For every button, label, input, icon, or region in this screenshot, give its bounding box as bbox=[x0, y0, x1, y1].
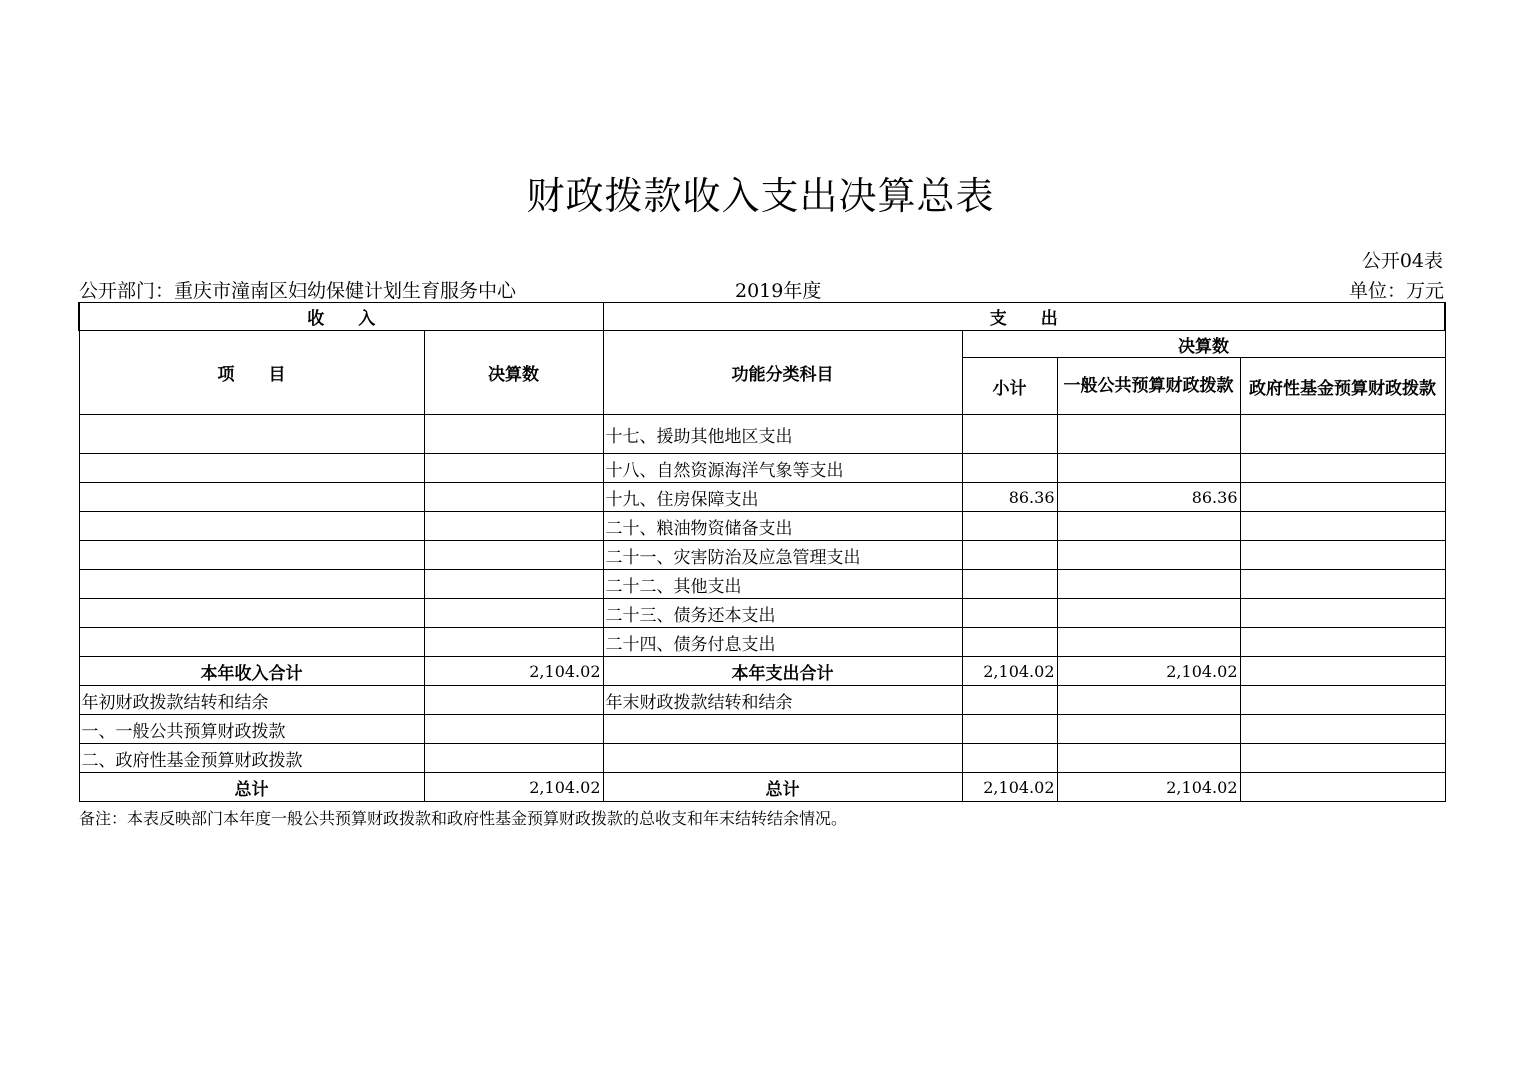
fund-cell bbox=[1240, 570, 1445, 599]
grand-income-total-label: 总计 bbox=[79, 773, 424, 802]
table-row bbox=[79, 599, 1445, 628]
year-total-row bbox=[79, 657, 1445, 686]
expense-item-cell: 十八、自然资源海洋气象等支出 bbox=[603, 454, 962, 483]
grand-total-row bbox=[79, 773, 1445, 802]
subtotal-cell bbox=[962, 415, 1057, 454]
meta-line bbox=[79, 276, 1444, 302]
general-budget-header: 一般公共预算财政拨款 bbox=[1057, 358, 1240, 415]
income-item-cell bbox=[79, 512, 424, 541]
subtotal-cell bbox=[962, 686, 1057, 715]
general-cell bbox=[1057, 541, 1240, 570]
income-header: 收 入 bbox=[79, 303, 603, 331]
budget-table bbox=[78, 302, 1446, 802]
income-amount-cell bbox=[424, 483, 603, 512]
general-cell bbox=[1057, 628, 1240, 657]
expense-item-cell: 十七、援助其他地区支出 bbox=[603, 415, 962, 454]
subtotal-cell bbox=[962, 744, 1057, 773]
subtotal-cell bbox=[962, 599, 1057, 628]
fund-cell bbox=[1240, 483, 1445, 512]
subtotal-cell: 86.36 bbox=[962, 483, 1057, 512]
general-cell bbox=[1057, 715, 1240, 744]
footnote: 备注：本表反映部门本年度一般公共预算财政拨款和政府性基金预算财政拨款的总收支和年末结转结余情况。 bbox=[79, 809, 848, 828]
fund-cell bbox=[1240, 541, 1445, 570]
form-code: 公开04表 bbox=[1361, 250, 1443, 272]
fund-cell bbox=[1240, 628, 1445, 657]
year-expense-total-label: 本年支出合计 bbox=[603, 657, 962, 686]
gov-fund-header: 政府性基金预算财政拨款 bbox=[1240, 358, 1445, 415]
general-cell bbox=[1057, 512, 1240, 541]
income-item-cell: 年初财政拨款结转和结余 bbox=[79, 686, 424, 715]
expense-item-cell bbox=[603, 715, 962, 744]
expense-item-cell bbox=[603, 744, 962, 773]
unit-label: 单位：万元 bbox=[1348, 280, 1444, 302]
year-income-total-amount: 2,104.02 bbox=[424, 657, 603, 686]
function-category-header: 功能分类科目 bbox=[603, 331, 962, 415]
expense-header: 支 出 bbox=[603, 303, 1445, 331]
final-amount-header: 决算数 bbox=[962, 331, 1445, 358]
table-row bbox=[79, 512, 1445, 541]
table-row bbox=[79, 628, 1445, 657]
income-item-cell bbox=[79, 454, 424, 483]
fund-cell bbox=[1240, 599, 1445, 628]
subtotal-cell bbox=[962, 570, 1057, 599]
grand-income-total-amount: 2,104.02 bbox=[424, 773, 603, 802]
income-amount-cell bbox=[424, 628, 603, 657]
subtotal-cell bbox=[962, 512, 1057, 541]
expense-item-cell: 十九、住房保障支出 bbox=[603, 483, 962, 512]
subtotal-cell bbox=[962, 541, 1057, 570]
fund-cell bbox=[1240, 686, 1445, 715]
expense-item-cell: 二十三、债务还本支出 bbox=[603, 599, 962, 628]
general-cell bbox=[1057, 744, 1240, 773]
income-item-cell: 二、政府性基金预算财政拨款 bbox=[79, 744, 424, 773]
expense-item-cell: 二十一、灾害防治及应急管理支出 bbox=[603, 541, 962, 570]
fund-cell bbox=[1240, 744, 1445, 773]
expense-item-cell: 二十二、其他支出 bbox=[603, 570, 962, 599]
fund-cell bbox=[1240, 512, 1445, 541]
general-cell bbox=[1057, 686, 1240, 715]
expense-item-cell: 年末财政拨款结转和结余 bbox=[603, 686, 962, 715]
year-expense-general: 2,104.02 bbox=[1057, 657, 1240, 686]
income-item-cell bbox=[79, 541, 424, 570]
year-expense-subtotal: 2,104.02 bbox=[962, 657, 1057, 686]
fund-cell bbox=[1240, 454, 1445, 483]
carry-row bbox=[79, 715, 1445, 744]
subtotal-header: 小计 bbox=[962, 358, 1057, 415]
income-item-cell bbox=[79, 570, 424, 599]
amount-header: 决算数 bbox=[424, 331, 603, 415]
general-cell: 86.36 bbox=[1057, 483, 1240, 512]
expense-item-cell: 二十四、债务付息支出 bbox=[603, 628, 962, 657]
income-item-cell bbox=[79, 483, 424, 512]
income-amount-cell bbox=[424, 454, 603, 483]
table-row bbox=[79, 570, 1445, 599]
income-amount-cell bbox=[424, 541, 603, 570]
year-expense-fund bbox=[1240, 657, 1445, 686]
income-amount-cell bbox=[424, 599, 603, 628]
grand-expense-fund bbox=[1240, 773, 1445, 802]
carry-row bbox=[79, 744, 1445, 773]
grand-expense-total-label: 总计 bbox=[603, 773, 962, 802]
year-income-total-label: 本年收入合计 bbox=[79, 657, 424, 686]
income-amount-cell bbox=[424, 715, 603, 744]
income-amount-cell bbox=[424, 744, 603, 773]
subtotal-cell bbox=[962, 454, 1057, 483]
subtotal-cell bbox=[962, 628, 1057, 657]
page-title: 财政拨款收入支出决算总表 bbox=[526, 174, 995, 218]
fiscal-year: 2019年度 bbox=[735, 280, 822, 302]
department: 公开部门：重庆市潼南区妇幼保健计划生育服务中心 bbox=[79, 280, 517, 302]
income-item-cell bbox=[79, 599, 424, 628]
section-header-row bbox=[79, 303, 1445, 331]
general-cell bbox=[1057, 599, 1240, 628]
expense-item-cell: 二十、粮油物资储备支出 bbox=[603, 512, 962, 541]
table-row bbox=[79, 541, 1445, 570]
general-cell bbox=[1057, 415, 1240, 454]
carry-row bbox=[79, 686, 1445, 715]
income-amount-cell bbox=[424, 415, 603, 454]
table-row bbox=[79, 454, 1445, 483]
fund-cell bbox=[1240, 715, 1445, 744]
general-cell bbox=[1057, 454, 1240, 483]
income-item-cell bbox=[79, 628, 424, 657]
subtotal-cell bbox=[962, 715, 1057, 744]
income-item-cell bbox=[79, 415, 424, 454]
grand-expense-subtotal: 2,104.02 bbox=[962, 773, 1057, 802]
general-cell bbox=[1057, 570, 1240, 599]
column-header-row bbox=[79, 331, 1445, 358]
income-item-cell: 一、一般公共预算财政拨款 bbox=[79, 715, 424, 744]
fund-cell bbox=[1240, 415, 1445, 454]
income-amount-cell bbox=[424, 512, 603, 541]
item-header: 项 目 bbox=[79, 331, 424, 415]
income-amount-cell bbox=[424, 570, 603, 599]
table-row bbox=[79, 483, 1445, 512]
grand-expense-general: 2,104.02 bbox=[1057, 773, 1240, 802]
income-amount-cell bbox=[424, 686, 603, 715]
table-row bbox=[79, 415, 1445, 454]
